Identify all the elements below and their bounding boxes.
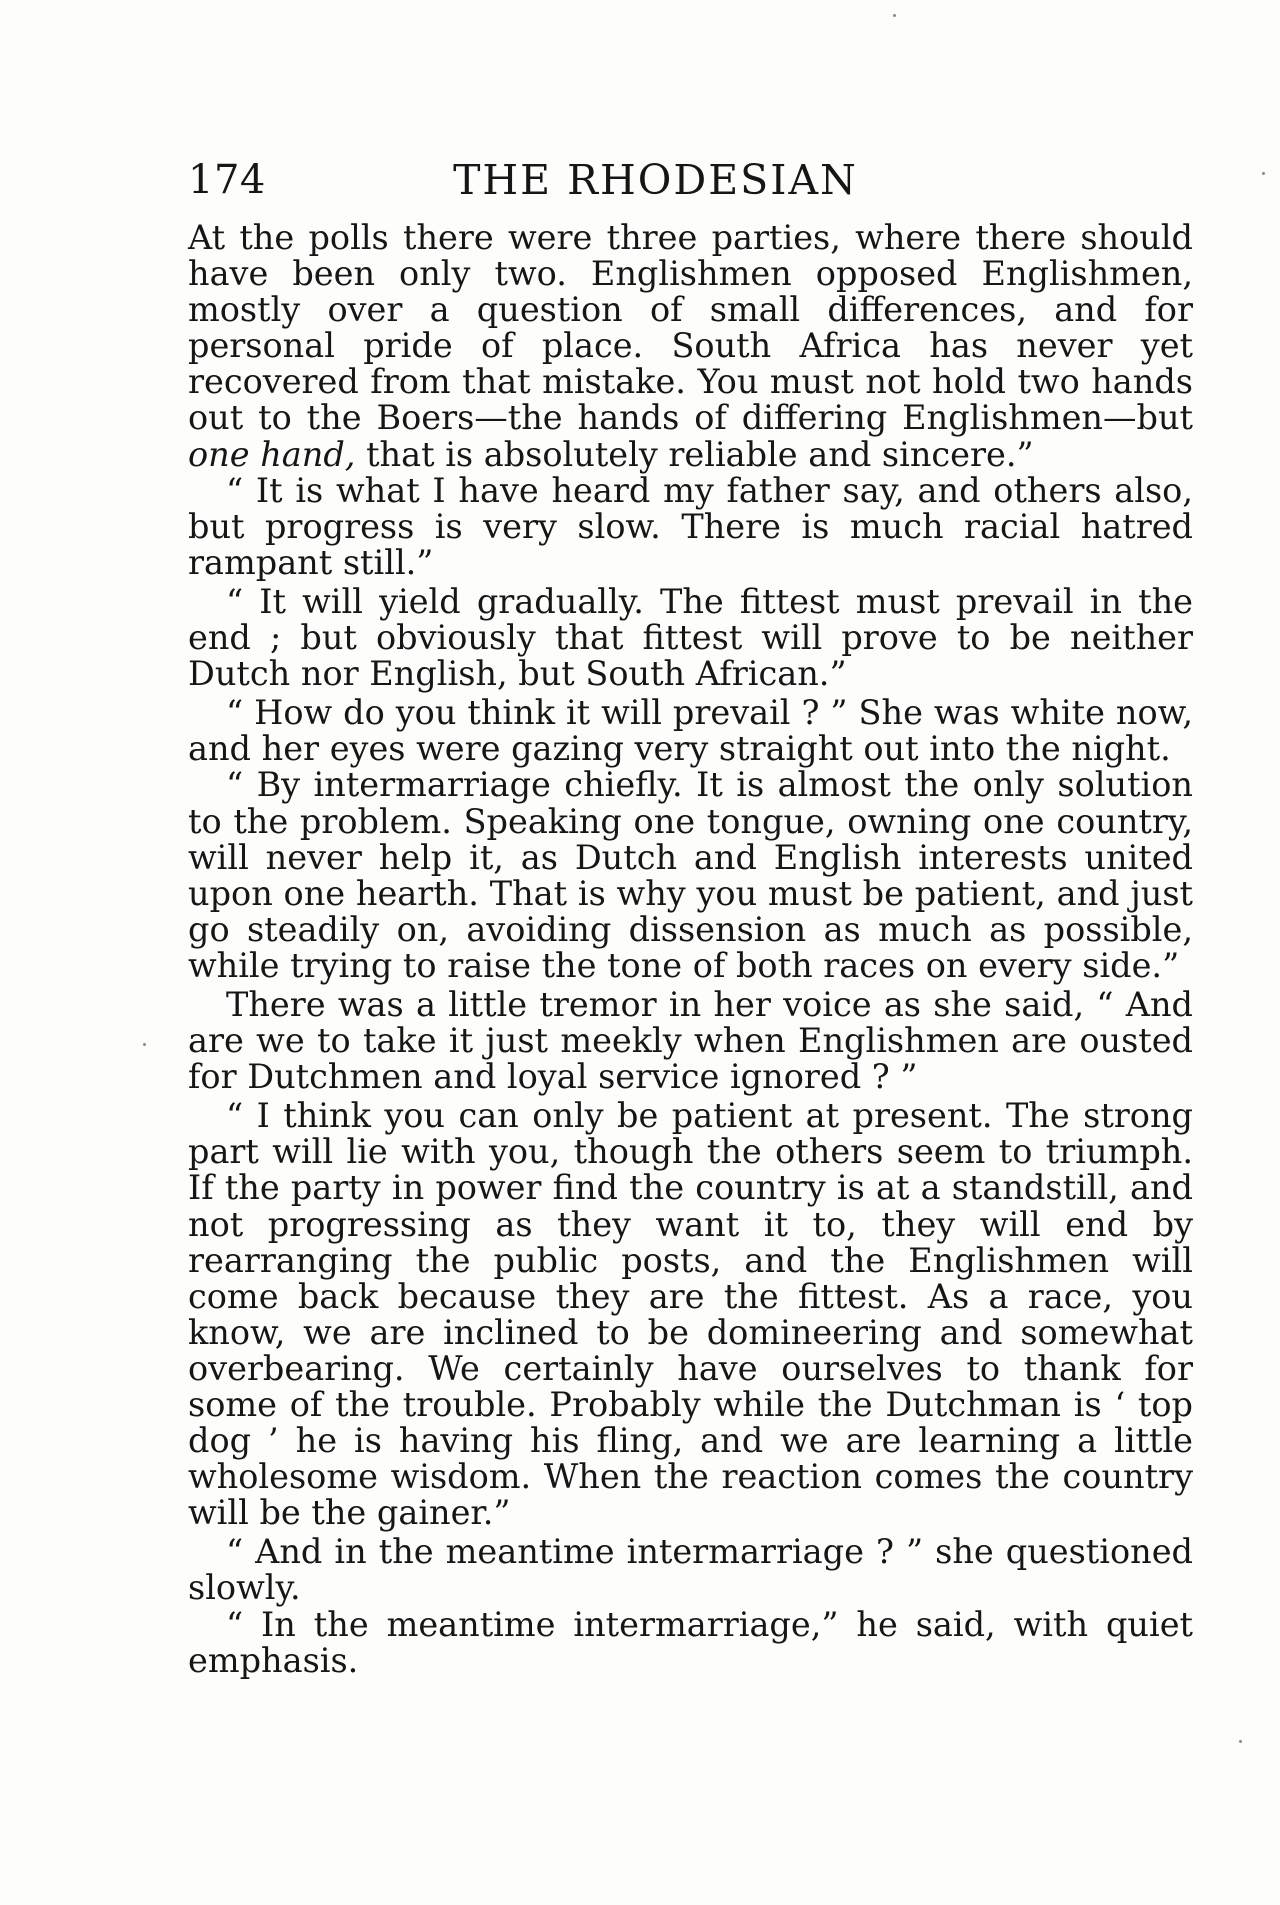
body-text xyxy=(188,220,1193,1679)
emphasis-text: one hand, xyxy=(188,434,356,474)
page-header xyxy=(188,150,1193,210)
paragraph: “ In the meantime intermarriage,” he said, with quiet emphasis. xyxy=(188,1604,1193,1680)
paragraph: “ I think you can only be patient at present. The strong part will lie with you, though the others seem to triumph. If the party in power find the country is at a standstill, and not progressing as they want it to, they will end by rearranging the public posts, and the Englishmen will come back because they are the fittest. As a race, you know, we are inclined to be domineering and somewhat overbearing. We certainly have ourselves to thank for some of the trouble. Probably while the Dutchman is ‘ top dog ’ he is having his fling, and we are learning a little wholesome wisdom. When the reaction comes the country will be the gainer.” xyxy=(188,1096,1193,1533)
paragraph: “ And in the meantime intermarriage ? ” she questioned slowly. xyxy=(188,1532,1193,1608)
paragraph: There was a little tremor in her voice as she said, “ And are we to take it just meekly when Englishmen are ousted for Dutchmen and loyal service ignored ? ” xyxy=(188,984,1193,1097)
paragraph xyxy=(188,220,1193,473)
paragraph: “ How do you think it will prevail ? ” She was white now, and her eyes were gazing very straight out into the night. xyxy=(188,693,1193,769)
paper-speck xyxy=(143,1043,146,1046)
paragraph-text: At the polls there were three parties, where there should have been only two. Englishmen opposed Englishmen, mostly over a question of small differences, and for personal pride of place. South Africa has never yet recovered from that mistake. You must not hold two hands out to the Boers—the hands of differing Englishmen—but xyxy=(188,218,1193,438)
paragraph: “ By intermarriage chiefly. It is almost the only solution to the problem. Speaking one tongue, owning one country, will never help it, as Dutch and English interests united upon one hearth. That is why you must be patient, and just go steadily on, avoiding dissension as much as possible, while trying to raise the tone of both races on every side.” xyxy=(188,765,1193,985)
paragraph: “ It will yield gradually. The fittest must prevail in the end ; but obviously that fittest will prove to be neither Dutch nor English, but South African.” xyxy=(188,581,1193,694)
paragraph-text: that is absolutely reliable and sincere.” xyxy=(355,434,1034,474)
paper-speck xyxy=(893,14,896,17)
running-title: THE RHODESIAN xyxy=(453,156,858,204)
paper-speck xyxy=(1239,1740,1242,1743)
paper-speck xyxy=(1262,172,1265,175)
page-number: 174 xyxy=(188,157,266,203)
paragraph: “ It is what I have heard my father say, and others also, but progress is very slow. There is much racial hatred rampant still.” xyxy=(188,470,1193,582)
